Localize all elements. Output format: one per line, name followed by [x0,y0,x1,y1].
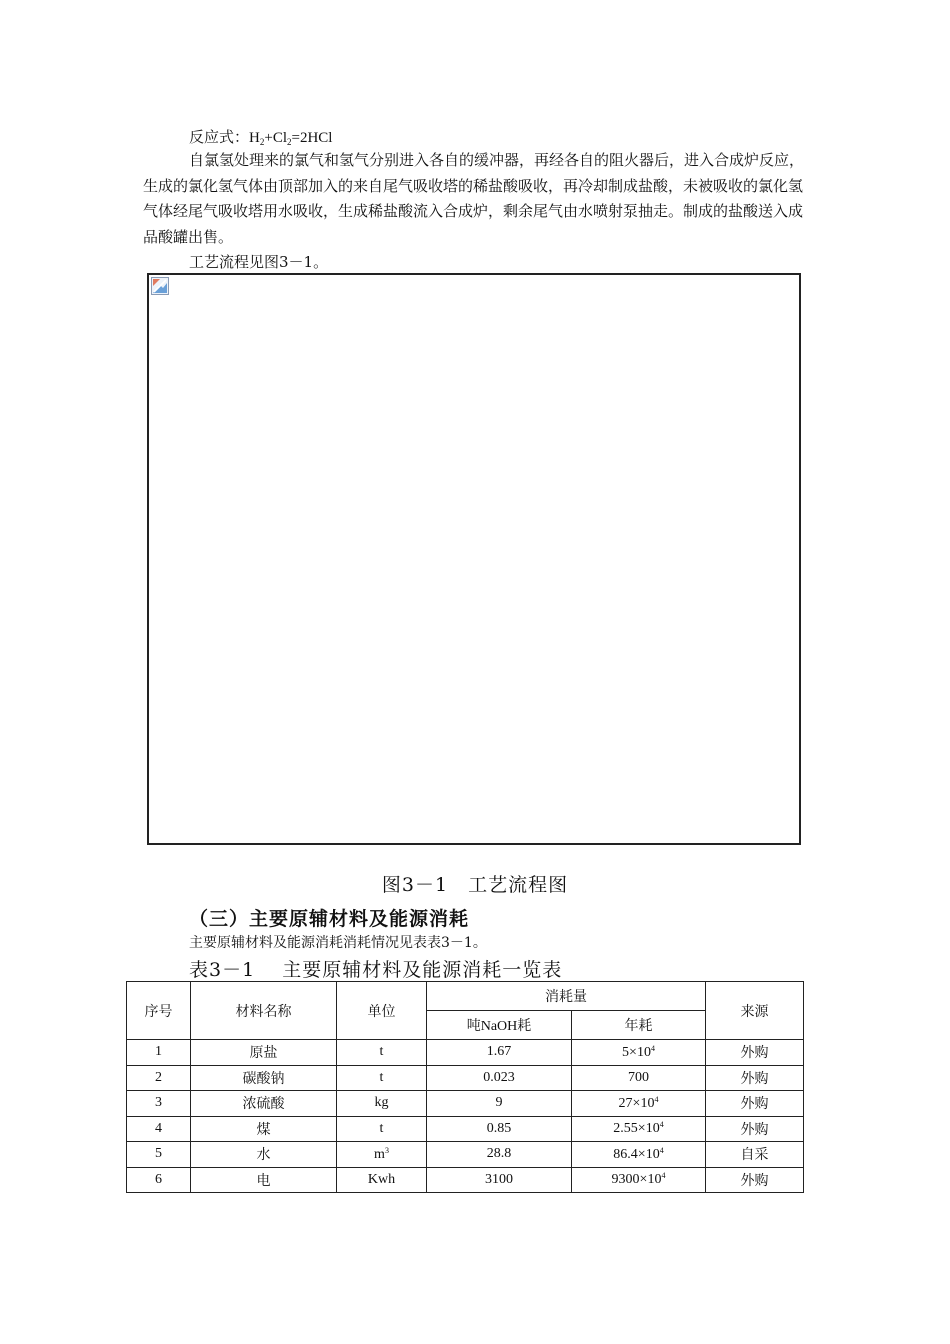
cell-name: 水 [191,1142,337,1168]
cell-name: 碳酸钠 [191,1065,337,1091]
cell-annual: $86.4\times 10^4$ [572,1142,706,1168]
cell-unit: t [337,1116,427,1142]
cell-unit: t [337,1065,427,1091]
header-source: 来源 [706,982,804,1040]
cell-name: 煤 [191,1116,337,1142]
flow-reference-paragraph: 工艺流程见图3－1。 [189,253,329,271]
cell-source: 外购 [706,1167,804,1193]
cell-annual: $5\times 10^4$ [572,1040,706,1066]
cell-per-ton: 0.85 [427,1116,572,1142]
cell-annual: 700 [572,1065,706,1091]
reaction-label: 反应式： [189,130,250,146]
cell-unit: t [337,1040,427,1066]
header-annual: 年耗 [572,1011,706,1040]
cell-name: 原盐 [191,1040,337,1066]
cell-unit: Kwh [337,1167,427,1193]
table-title: 表3－1 主要原辅材料及能源消耗一览表 [189,959,563,981]
cell-source: 外购 [706,1091,804,1117]
cell-per-ton: 0.023 [427,1065,572,1091]
process-paragraph: 自氯氢处理来的氯气和氢气分别进入各自的缓冲器，再经各自的阻火器后，进入合成炉反应，生成的氯化氢气体由顶部加入的来自尾气吸收塔的稀盐酸吸收，再冷却制成盐酸，未被吸收的氯化氢气体经尾气吸收塔用水吸收，生成稀盐酸流入合成炉，剩余尾气由水喷射泵抽走。制成的盐酸送入成品酸罐出售。 [143,151,805,246]
table-row [127,1142,804,1168]
cell-per-ton: 9 [427,1091,572,1117]
cell-source: 外购 [706,1040,804,1066]
header-per-ton: 吨NaOH耗 [427,1011,572,1040]
reaction-h: H [249,130,260,146]
broken-image-icon [151,277,169,295]
cell-no: 5 [127,1142,191,1168]
header-consumption: 消耗量 [427,982,706,1011]
figure-caption: 图3－1 工艺流程图 [381,874,569,896]
cell-no: 3 [127,1091,191,1117]
cell-annual: $2.55\times 10^4$ [572,1116,706,1142]
cell-no: 1 [127,1040,191,1066]
cell-no: 6 [127,1167,191,1193]
reaction-h-sub: 2 [259,137,265,147]
cell-unit: $m^3$ [337,1142,427,1168]
reaction-cl: +Cl [264,130,287,146]
cell-source: 外购 [706,1116,804,1142]
table-row [127,1167,804,1193]
header-unit: 单位 [337,982,427,1040]
table-row [127,1091,804,1117]
cell-source: 自采 [706,1142,804,1168]
table-row [127,1116,804,1142]
header-no: 序号 [127,982,191,1040]
section-note: 主要原辅材料及能源消耗消耗情况见表表3－1。 [189,935,487,951]
cell-no: 2 [127,1065,191,1091]
cell-unit: kg [337,1091,427,1117]
cell-name: 浓硫酸 [191,1091,337,1117]
cell-source: 外购 [706,1065,804,1091]
cell-name: 电 [191,1167,337,1193]
table-row [127,1040,804,1066]
cell-per-ton: 1.67 [427,1040,572,1066]
table-header-row [127,982,804,1011]
cell-annual: $9300\times 10^4$ [572,1167,706,1193]
materials-table [126,981,804,1193]
cell-per-ton: 28.8 [427,1142,572,1168]
cell-per-ton: 3100 [427,1167,572,1193]
reaction-cl-sub: 2 [287,137,292,147]
process-flow-figure [147,273,801,845]
cell-no: 4 [127,1116,191,1142]
header-name: 材料名称 [191,982,337,1040]
reaction-product: =2HCl [291,130,333,146]
section-heading: （三）主要原辅材料及能源消耗 [189,908,470,930]
cell-annual: $27\times 10^4$ [572,1091,706,1117]
table-row [127,1065,804,1091]
reaction-formula [189,126,332,147]
